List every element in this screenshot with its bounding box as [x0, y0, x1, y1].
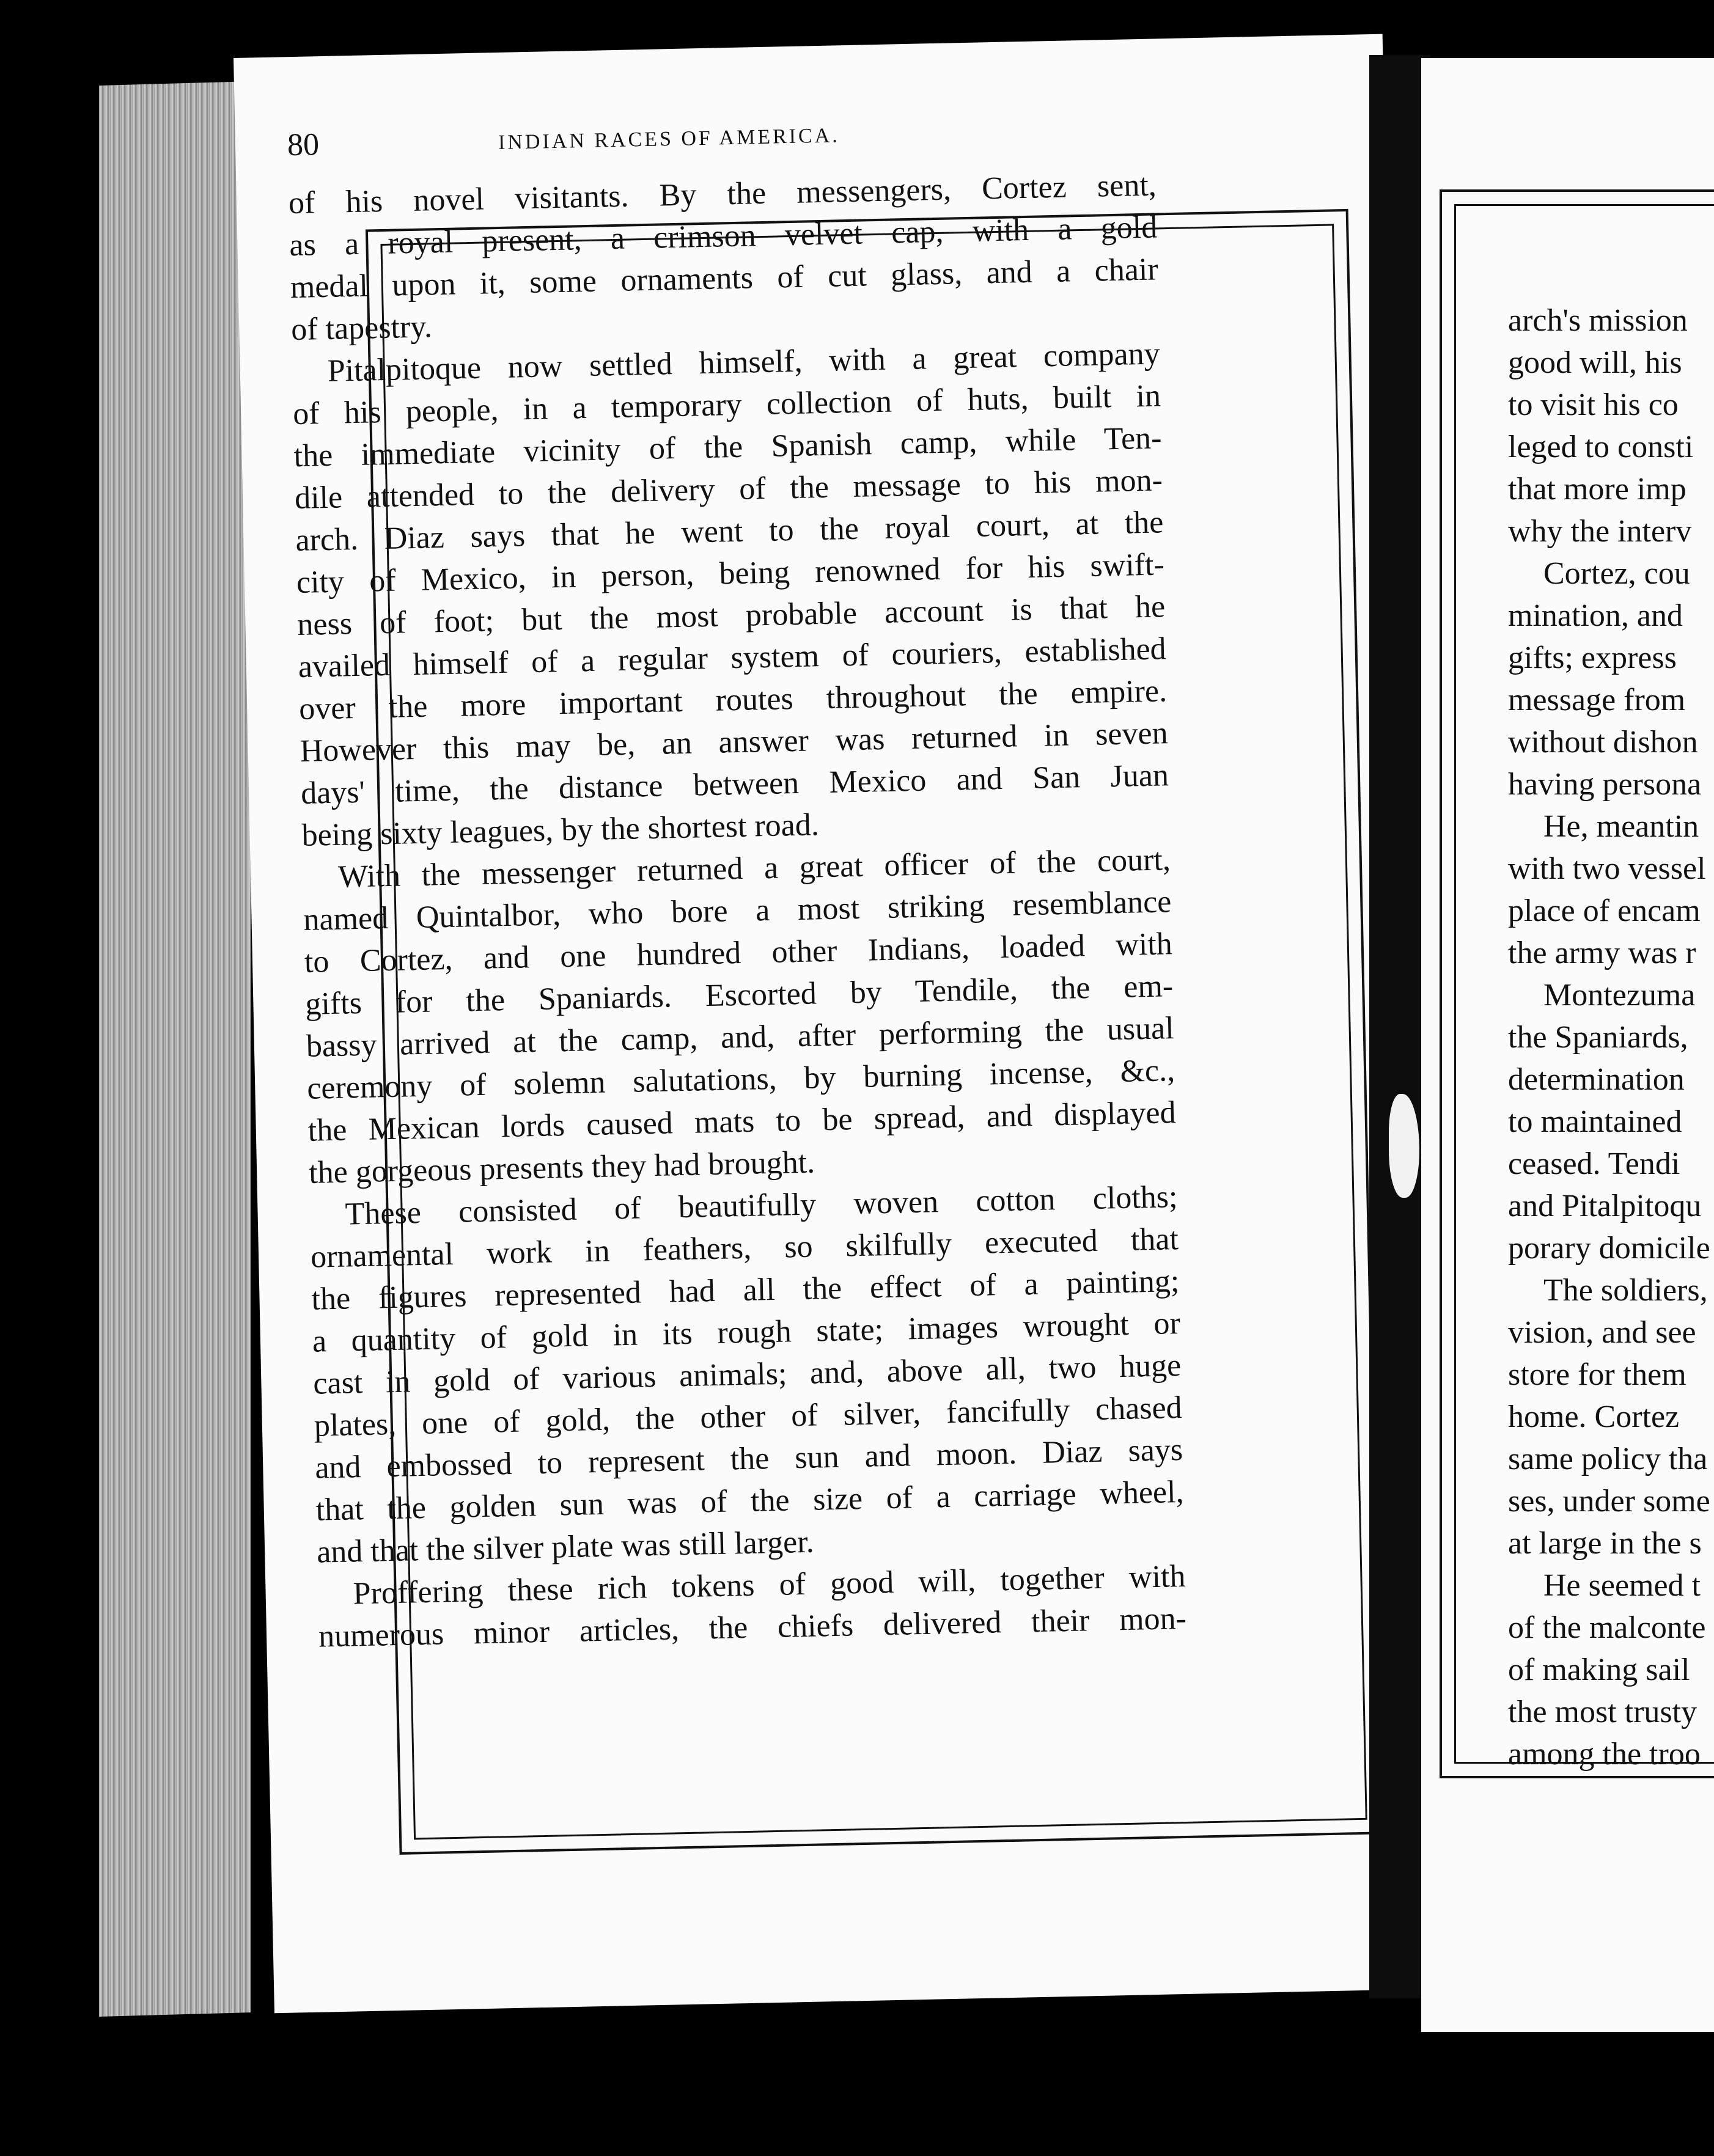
text-line: being sixty leagues, by the shortest road.	[301, 807, 820, 853]
text-line: These consisted of beautifully woven cotton cloths;	[345, 1179, 1178, 1232]
text-line: of making sail	[1508, 1652, 1690, 1687]
page-number: 80	[287, 127, 320, 163]
text-line: to visit his co	[1508, 387, 1679, 422]
text-line: Montezuma	[1543, 978, 1696, 1013]
text-line: named Quintalbor, who bore a most striking resemblance	[303, 884, 1172, 937]
text-line: He seemed t	[1543, 1568, 1701, 1603]
text-line: arch. Diaz says that he went to the royal court, at the	[295, 505, 1164, 559]
text-line: availed himself of a regular system of couriers, established	[298, 631, 1167, 684]
text-line: place of encam	[1508, 893, 1701, 928]
text-line: that more imp	[1508, 472, 1686, 507]
book-page-edges	[99, 81, 251, 2017]
text-line: gifts; express	[1508, 640, 1677, 675]
text-line: the immediate vicinity of the Spanish camp, while Ten-	[293, 420, 1162, 474]
running-head-title: INDIAN RACES OF AMERICA.	[498, 124, 840, 154]
left-page	[234, 34, 1424, 2014]
text-line: a quantity of gold in its rough state; images wrought or	[312, 1306, 1181, 1359]
text-line: the gorgeous presents they had brought.	[308, 1145, 815, 1190]
text-line: the army was r	[1508, 936, 1696, 970]
text-line: the Spaniards,	[1508, 1020, 1688, 1055]
right-page	[1421, 58, 1714, 2032]
text-line: among the troo	[1508, 1737, 1701, 1772]
text-line: porary domicile	[1508, 1231, 1710, 1266]
text-line: leged to consti	[1508, 430, 1694, 464]
text-line: numerous minor articles, the chiefs delivered their mon-	[318, 1601, 1187, 1654]
text-line: over the more important routes throughout the empire.	[298, 673, 1168, 727]
running-head	[287, 109, 1155, 176]
text-line: ornamental work in feathers, so skilfully executed that	[310, 1222, 1179, 1275]
text-line: to Cortez, and one hundred other Indians, loaded with	[304, 926, 1173, 980]
text-line: having persona	[1508, 767, 1702, 802]
text-line: why the interv	[1508, 514, 1692, 549]
text-line: ceremony of solemn salutations, by burning incense, &c.,	[306, 1053, 1175, 1106]
text-line: bassy arrived at the camp, and, after performing the usual	[306, 1011, 1175, 1064]
text-line: He, meantin	[1543, 809, 1699, 844]
right-page-body-text	[1508, 299, 1714, 1775]
text-line: same policy tha	[1508, 1442, 1708, 1476]
text-line: of the malconte	[1508, 1610, 1706, 1645]
text-line: dile attended to the delivery of the message to his mon-	[294, 463, 1163, 516]
text-line: the figures represented had all the effect of a painting;	[311, 1264, 1180, 1317]
text-line: message from	[1508, 683, 1686, 717]
text-line: ceased. Tendi	[1508, 1146, 1680, 1181]
text-line: without dishon	[1508, 725, 1698, 760]
text-line: with two vessel	[1508, 851, 1706, 886]
text-line: ness of foot; but the most probable account is that he	[296, 589, 1166, 643]
text-line: of his people, in a temporary collection of huts, built in	[292, 378, 1161, 432]
text-line: that the golden sun was of the size of a carriage wheel,	[315, 1474, 1185, 1528]
text-line: arch's mission	[1508, 303, 1688, 338]
text-line: ses, under some	[1508, 1484, 1710, 1519]
text-line: and Pitalpitoqu	[1508, 1189, 1702, 1223]
text-line: Pitalpitoque now settled himself, with a great company	[327, 336, 1161, 389]
text-line: plates, one of gold, the other of silver, fancifully chased	[314, 1390, 1183, 1443]
text-line: medal upon it, some ornaments of cut glass, and a chair	[290, 252, 1159, 306]
text-line: The soldiers,	[1543, 1273, 1708, 1308]
text-line: Proffering these rich tokens of good will, together with	[353, 1558, 1186, 1612]
text-line: However this may be, an answer was returned in seven	[300, 716, 1169, 769]
text-line: determination	[1508, 1062, 1685, 1097]
text-line: gifts for the Spaniards. Escorted by Tendile, the em-	[304, 969, 1174, 1022]
text-line: home. Cortez	[1508, 1399, 1680, 1434]
text-line: at large in the s	[1508, 1526, 1702, 1561]
text-line: vision, and see	[1508, 1315, 1696, 1350]
text-line: With the messenger returned a great officer of the court,	[337, 842, 1171, 895]
text-line: and that the silver plate was still larger.	[316, 1524, 815, 1570]
text-line: of his novel visitants. By the messengers, Cortez sent,	[288, 167, 1157, 221]
text-line: as a royal present, a crimson velvet cap, with a gold	[289, 210, 1158, 263]
text-line: and embossed to represent the sun and moon. Diaz says	[314, 1432, 1183, 1486]
text-line: the most trusty	[1508, 1695, 1697, 1729]
text-line: good will, his	[1508, 345, 1682, 380]
text-line: to maintained	[1508, 1104, 1682, 1139]
left-page-body-text	[288, 164, 1186, 1657]
text-line: mination, and	[1508, 598, 1683, 633]
text-line: cast in gold of various animals; and, above all, two huge	[312, 1348, 1182, 1401]
text-line: of tapestry.	[290, 309, 433, 348]
text-line: Cortez, cou	[1543, 556, 1690, 591]
text-line: store for them	[1508, 1357, 1686, 1392]
text-line: city of Mexico, in person, being renowned for his swift-	[296, 547, 1165, 601]
text-line: days' time, the distance between Mexico and San Juan	[300, 758, 1169, 811]
text-line: the Mexican lords caused mats to be spread, and displayed	[307, 1095, 1177, 1148]
